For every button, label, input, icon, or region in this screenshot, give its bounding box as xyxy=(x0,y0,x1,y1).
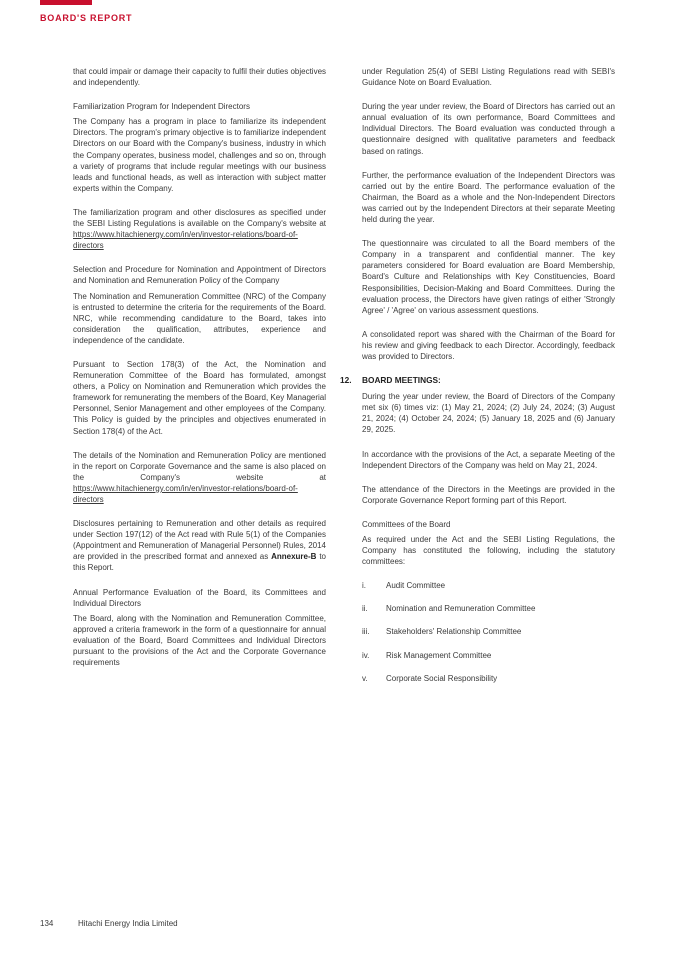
paragraph: The attendance of the Directors in the Meetings are provided in the Corporate Governance Report forming part of this Report. xyxy=(362,484,615,505)
page-footer xyxy=(40,919,178,928)
paragraph: During the year under review, the Board of Directors has carried out an annual evaluation of its own performance, Board Committees and Individual Directors. The Board evaluation was conducted through a questionnaire designed with qualitative parameters and feedback based on ratings. xyxy=(362,102,615,156)
paragraph: The familiarization program and other disclosures as specified under the SEBI Listing Regulations is available on the Company's website at https://www.hitachienergy.com/in/en/investor-relations/board-of-directors xyxy=(73,207,326,251)
publisher-name: Hitachi Energy India Limited xyxy=(78,919,178,928)
list-item: v. Corporate Social Responsibility xyxy=(362,673,498,683)
paragraph: During the year under review, the Board of Directors of the Company met six (6) times viz: (1) May 21, 2024; (2) July 24, 2024; (3) August 21, 2024; (4) October 24, 2024; (5) January 18, 2025 and (6) January 29, 2025. xyxy=(362,392,615,435)
committee-list xyxy=(362,580,615,683)
list-item: iii. Stakeholders' Relationship Committee xyxy=(362,627,522,637)
left-column xyxy=(73,66,326,681)
policy-link[interactable]: https://www.hitachienergy.com/in/en/investor-relations/board-of-directors xyxy=(73,483,298,504)
paragraph: Pursuant to Section 178(3) of the Act, the Nomination and Remuneration Committee of the Board has formulated, amongst others, a Policy on Nomination and Remuneration which provides the framework for remunerating the members of the Board, Key Managerial Personnel, Senior Management and other employees of the Company. This Policy is guided by the principles and objectives enumerated in Section 178(4) of the Act. xyxy=(73,359,327,436)
familiarization-link[interactable]: https://www.hitachienergy.com/in/en/investor-relations/board-of-directors xyxy=(73,230,298,251)
subheading: Selection and Procedure for Nomination and Appointment of Directors and Nomination and Remuneration Policy of the Company xyxy=(73,265,326,286)
paragraph: In accordance with the provisions of the Act, a separate Meeting of the Independent Directors of the Company was held on May 21, 2024. xyxy=(362,449,615,470)
header-accent-bar xyxy=(40,0,92,5)
paragraph: Disclosures pertaining to Remuneration and other details as required under Section 197(12) of the Act read with Rule 5(1) of the Companies (Appointment and Remuneration of Managerial Personnel) Rules, 2014 are provided in the prescribed format and annexed as Annexure-B to this Report. xyxy=(73,519,326,573)
subheading: Familiarization Program for Independent Directors xyxy=(73,102,250,112)
section-title: BOARD MEETINGS: xyxy=(362,375,441,386)
list-item: iv. Risk Management Committee xyxy=(362,650,492,660)
paragraph: under Regulation 25(4) of SEBI Listing Regulations read with SEBI's Guidance Note on Board Evaluation. xyxy=(362,67,615,88)
paragraph: The Company has a program in place to familiarize its independent Directors. The program's primary objective is to familiarize independent Directors on our Board with the Company's business, industry in which the Company operates, business model, challenges and so on, through a variety of programs that include regular meetings with our business leads and functional heads, as well as interaction with subject matter experts within the Company. xyxy=(73,117,326,193)
paragraph: The Nomination and Remuneration Committee (NRC) of the Company is entrusted to determine the criteria for the requirements of the Board. NRC, while recommending candidature to the Board, takes into consideration the qualification, attributes, experience and independence of the candidate. xyxy=(73,291,326,345)
section-heading-board-meetings xyxy=(340,375,615,386)
paragraph: that could impair or damage their capacity to fulfil their duties objectives and independently. xyxy=(73,67,327,88)
paragraph: The questionnaire was circulated to all the Board members of the Company in a transparent and confidential manner. The key parameters considered for Board evaluation are Board Membership, Board's Culture and Relationships with Key Constituencies, Board Responsibilities, Decision-Making and Board Committees. During the evaluation process, the Directors have given ratings of either 'Strongly Agree' / 'Agree' on various assessment questions. xyxy=(362,239,615,315)
subheading: Annual Performance Evaluation of the Board, its Committees and Individual Directors xyxy=(73,587,326,608)
list-item: i. Audit Committee xyxy=(362,581,446,591)
list-item: ii. Nomination and Remuneration Committee xyxy=(362,604,536,614)
paragraph: Further, the performance evaluation of the Independent Directors was carried out by the entire Board. The performance evaluation of the Chairman, the Board as a whole and the Non-Independent Directors was carried out by the Independent Directors at their separate Meeting held during the year. xyxy=(362,170,615,225)
section-label: BOARD'S REPORT xyxy=(40,13,133,23)
paragraph: As required under the Act and the SEBI Listing Regulations, the Company has constituted the following, including the statutory committees: xyxy=(362,535,615,567)
annexure-ref: Annexure-B xyxy=(271,552,317,562)
paragraph: A consolidated report was shared with the Chairman of the Board for his review and giving feedback to each Director. Accordingly, feedback was provided to Directors. xyxy=(362,329,615,361)
right-column xyxy=(340,66,615,696)
subheading: Committees of the Board xyxy=(362,519,451,529)
paragraph: The Board, along with the Nomination and Remuneration Committee, approved a criteria framework in the form of a questionnaire for annual evaluation of the Board, Board Committees and Individual Directors pursuant to the provisions of the Act and the Corporate Governance requirements xyxy=(73,613,326,668)
section-number: 12. xyxy=(340,375,352,386)
paragraph: The details of the Nomination and Remuneration Policy are mentioned in the report on Corporate Governance and the same is also placed on the Company's website at https://www.hitachienergy.com/in/en/investor-relations/board-of-directors xyxy=(73,450,326,504)
page-number: 134 xyxy=(40,919,54,928)
